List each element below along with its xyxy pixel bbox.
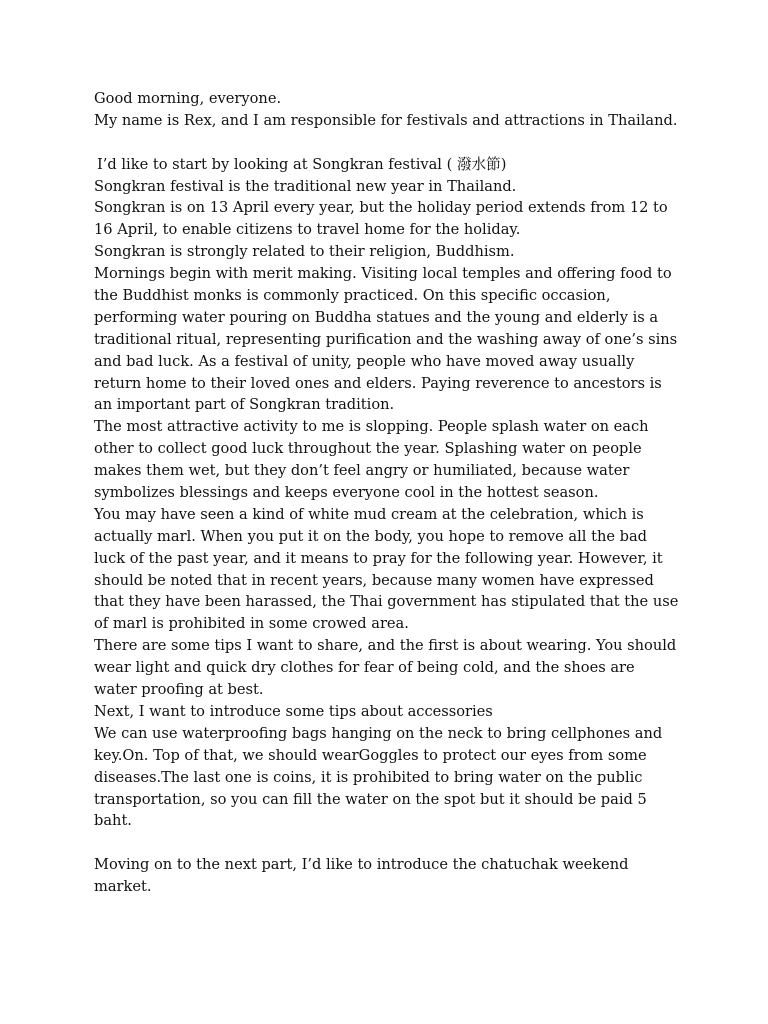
text-line: performing water pouring on Buddha statues and the young and elderly is a [94, 308, 659, 326]
text-line: There are some tips I want to share, and the first is about wearing. You should [94, 637, 677, 655]
text-line: market. [94, 878, 152, 896]
text-line: an important part of Songkran tradition. [94, 396, 395, 414]
text-line: makes them wet, but they don’t feel angry or humiliated, because water [94, 462, 630, 480]
text-line: that they have been harassed, the Thai government has stipulated that the use [94, 593, 679, 611]
text-line: the Buddhist monks is commonly practiced. On this specific occasion, [94, 287, 611, 305]
text-line: symbolizes blessings and keeps everyone cool in the hottest season. [94, 484, 599, 502]
text-line: Good morning, everyone. [94, 90, 282, 107]
text-line: My name is Rex, and I am responsible for festivals and attractions in Thailand. [94, 111, 678, 129]
text-line: I’d like to start by looking at Songkran festival ( 潑水節) [97, 155, 507, 173]
text-line: 16 April, to enable citizens to travel home for the holiday. [94, 221, 521, 239]
text-line: Songkran festival is the traditional new year in Thailand. [94, 177, 517, 195]
text-line: should be noted that in recent years, because many women have expressed [94, 571, 654, 589]
blank-line [94, 832, 694, 854]
text-line: Mornings begin with merit making. Visiting local temples and offering food to [94, 265, 672, 283]
text-line: transportation, so you can fill the water on the spot but it should be paid 5 [94, 790, 647, 808]
text-line: Songkran is on 13 April every year, but the holiday period extends from 12 to [94, 199, 668, 217]
text-line: water proofing at best. [94, 681, 264, 699]
text-line: The most attractive activity to me is slopping. People splash water on each [94, 418, 649, 436]
text-line: You may have seen a kind of white mud cream at the celebration, which is [94, 505, 644, 523]
text-line: return home to their loved ones and elders. Paying reverence to ancestors is [94, 374, 662, 392]
text-line: other to collect good luck throughout the year. Splashing water on people [94, 440, 642, 458]
text-line: Moving on to the next part, I’d like to introduce the chatuchak weekend [94, 856, 629, 874]
text-line: traditional ritual, representing purification and the washing away of one’s sins [94, 330, 678, 348]
text-line: Songkran is strongly related to their religion, Buddhism. [94, 243, 515, 261]
text-line: luck of the past year, and it means to pray for the following year. However, it [94, 549, 663, 567]
blank-line [94, 132, 694, 154]
text-line: diseases.The last one is coins, it is prohibited to bring water on the public [94, 768, 643, 786]
text-line: and bad luck. As a festival of unity, people who have moved away usually [94, 352, 635, 370]
text-line: baht. [94, 812, 132, 830]
text-line: of marl is prohibited in some crowed area. [94, 615, 409, 633]
text-line: wear light and quick dry clothes for fear of being cold, and the shoes are [94, 659, 635, 677]
text-line: We can use waterproofing bags hanging on the neck to bring cellphones and [94, 724, 663, 742]
text-line: Next, I want to introduce some tips about accessories [94, 702, 493, 720]
text-line: actually marl. When you put it on the body, you hope to remove all the bad [94, 527, 648, 545]
document-body [94, 88, 694, 898]
text-line: key.On. Top of that, we should wearGoggles to protect our eyes from some [94, 746, 647, 764]
